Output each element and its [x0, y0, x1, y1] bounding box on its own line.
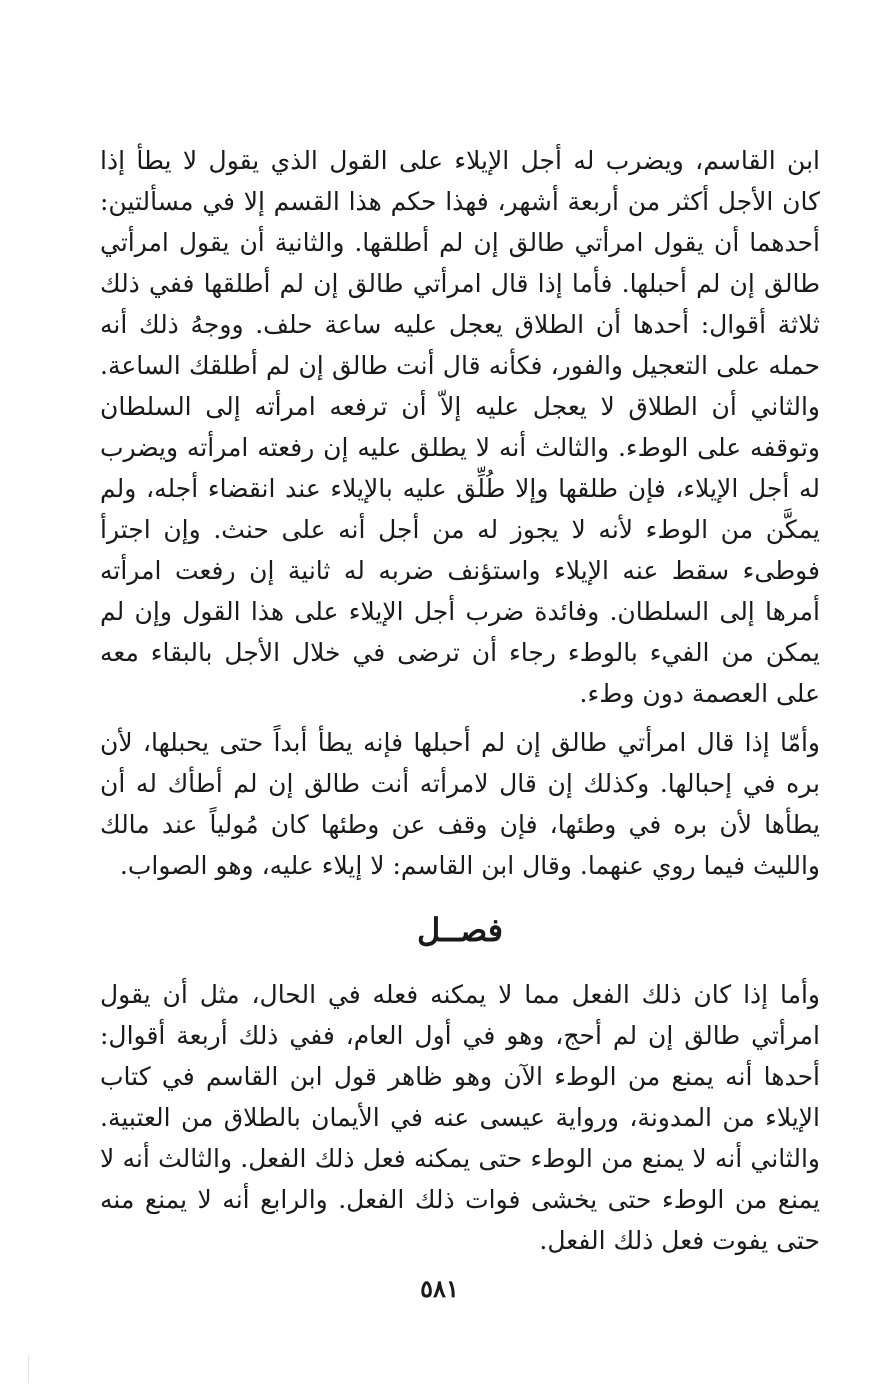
page-body [100, 140, 820, 1261]
scan-edge-mark [28, 1355, 29, 1383]
paragraph-3: وأما إذا كان ذلك الفعل مما لا يمكنه فعله في الحال، مثل أن يقول امرأتي طالق إن لم أحج، وهو في أول العام، ففي ذلك أربعة أقوال: أحدها أنه يمنع من الوطء الآن وهو ظاهر قول ابن القاسم في كتاب الإيلاء من المدونة، ورواية عيسى عنه في الأيمان بالطلاق من العتبية. والثاني أنه لا يمنع من الوطء حتى يمكنه فعل ذلك الفعل. والثالث أنه لا يمنع من الوطء حتى يخشى فوات ذلك الفعل. والرابع أنه لا يمنع منه حتى يفوت فعل ذلك الفعل. [100, 980, 820, 1255]
paragraph-1: ابن القاسم، ويضرب له أجل الإيلاء على القول الذي يقول لا يطأ إذا كان الأجل أكثر من أربعة أشهر، فهذا حكم هذا القسم إلا في مسألتين: أحدهما أن يقول امرأتي طالق إن لم أطلقها. والثانية أن يقول امرأتي طالق إن لم أحبلها. فأما إذا قال امرأتي طالق إن لم أطلقها ففي ذلك ثلاثة أقوال: أحدها أن الطلاق يعجل عليه ساعة حلف. ووجهُ ذلك أنه حمله على التعجيل والفور، فكأنه قال أنت طالق إن لم أطلقك الساعة. والثاني أن الطلاق لا يعجل عليه إلاّ أن ترفعه امرأته إلى السلطان وتوقفه على الوطء. والثالث أنه لا يطلق عليه إن رفعته امرأته ويضرب له أجل الإيلاء، فإن طلقها وإلا طُلِّق عليه بالإيلاء عند انقضاء أجله، ولم يمكَّن من الوطء لأنه لا يجوز له من أجل أنه على حنث. وإن اجترأ فوطىء سقط عنه الإيلاء واستؤنف ضربه له ثانية إن رفعت امرأته أمرها إلى السلطان. وفائدة ضرب أجل الإيلاء على هذا القول وإن لم يمكن من الفيء بالوطء رجاء أن ترضى في خلال الأجل بالبقاء معه على العصمة دون وطء. [100, 146, 821, 708]
page-number: ٥٨١ [420, 1274, 459, 1303]
section-heading: فصــل [416, 911, 504, 949]
paragraph-2: وأمّا إذا قال امرأتي طالق إن لم أحبلها فإنه يطأ أبداً حتى يحبلها، لأن بره في إحبالها. وكذلك إن قال لامرأته أنت طالق إن لم أطأك له أن يطأها لأن بره في وطئها، فإن وقف عن وطئها كان مُولياً عند مالك والليث فيما روي عنهما. وقال ابن القاسم: لا إيلاء عليه، وهو الصواب. [100, 728, 820, 880]
